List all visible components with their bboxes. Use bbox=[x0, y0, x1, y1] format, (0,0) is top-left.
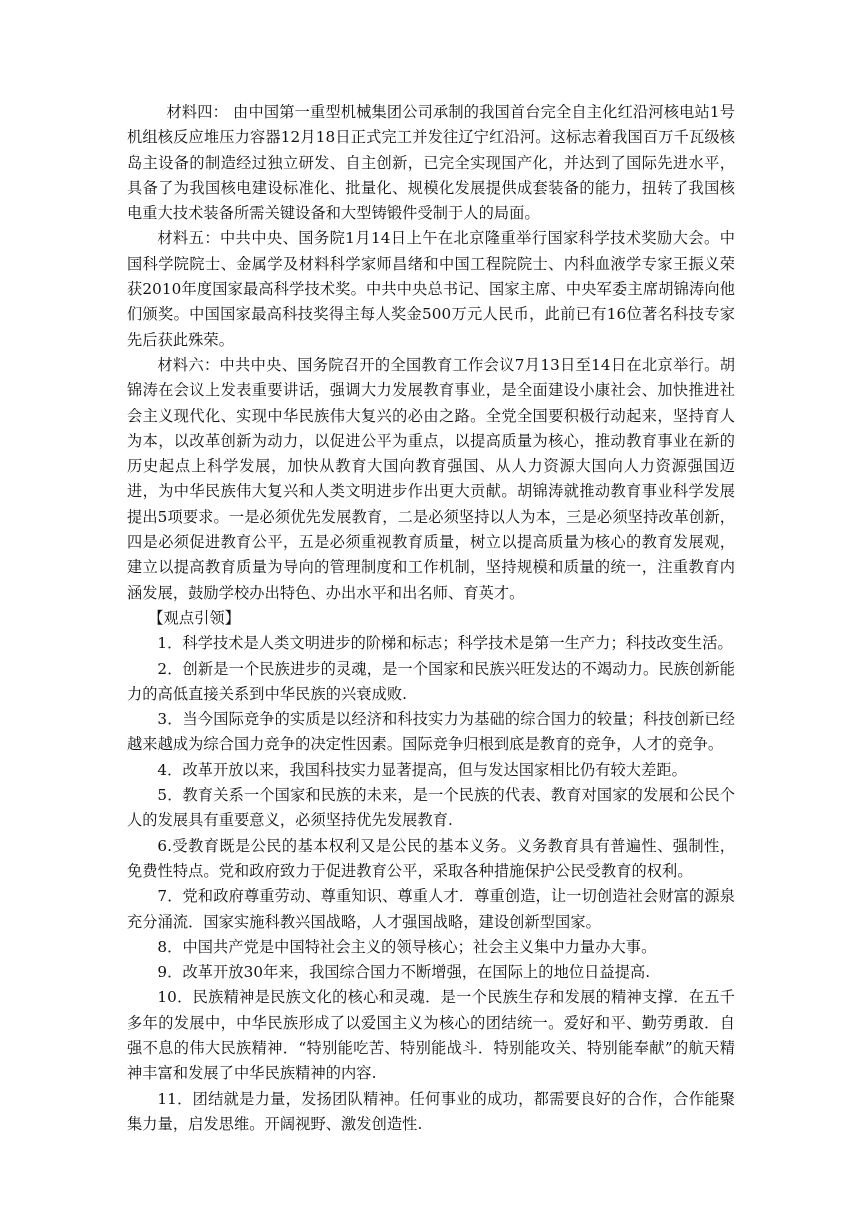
point-1: 1．科学技术是人类文明进步的阶梯和标志；科学技术是第一生产力；科技改变生活。 bbox=[157, 634, 733, 653]
point-9: 9．改革开放30年来，我国综合国力不断增强，在国际上的地位日益提高. bbox=[157, 963, 651, 982]
material-4-paragraph: 材料四： 由中国第一重型机械集团公司承制的我国首台完全自主化红沿河核电站1号机组核反应堆压力容器12月18日正式完工并发往辽宁红沿河。这标志着我国百万千瓦级核岛主设备的制造经过独立研发、自主创新，已完全实现国产化，并达到了国际先进水平，具备了为我国核电建设标准化、批量化、规模化发展提供成套装备的能力，扭转了我国核电重大技术装备所需关键设备和大型铸锻件受制于人的局面。 bbox=[127, 103, 735, 223]
document-page bbox=[127, 100, 735, 1137]
section-heading: 【观点引领】 bbox=[148, 608, 240, 627]
point-4: 4．改革开放以来，我国科技实力显著提高，但与发达国家相比仍有较大差距。 bbox=[157, 760, 687, 779]
point-8: 8．中国共产党是中国特社会主义的领导核心；社会主义集中力量办大事。 bbox=[157, 937, 657, 956]
material-5-paragraph: 材料五：中共中央、国务院1月14日上午在北京隆重举行国家科学技术奖励大会。中国科学院院士、金属学及材料科学家师昌绪和中国工程院院士、内科血液学专家王振义荣获2010年度国家最高科学技术奖。中共中央总书记、国家主席、中央军委主席胡锦涛向他们颁奖。中国国家最高科技奖得主每人奖金500万元人民币，此前已有16位著名科技专家先后获此殊荣。 bbox=[127, 229, 735, 349]
point-5: 5．教育关系一个国家和民族的未来，是一个民族的代表、教育对国家的发展和公民个人的发展具有重要意义，必须坚持优先发展教育. bbox=[127, 786, 735, 830]
point-2: 2．创新是一个民族进步的灵魂，是一个国家和民族兴旺发达的不竭动力。民族创新能力的高低直接关系到中华民族的兴衰成败. bbox=[127, 659, 735, 703]
point-7: 7．党和政府尊重劳动、尊重知识、尊重人才．尊重创造，让一切创造社会财富的源泉充分涌流．国家实施科教兴国战略，人才强国战略，建设创新型国家。 bbox=[127, 887, 735, 931]
point-10: 10．民族精神是民族文化的核心和灵魂．是一个民族生存和发展的精神支撑．在五千多年的发展中，中华民族形成了以爱国主义为核心的团结统一。爱好和平、勤劳勇敢．自强不息的伟大民族精神．“特别能吃苦、特别能战斗．特别能攻关、特别能奉献”的航天精神丰富和发展了中华民族精神的内容. bbox=[127, 988, 735, 1083]
point-3: 3．当今国际竞争的实质是以经济和科技实力为基础的综合国力的较量；科技创新已经越来越成为综合国力竞争的决定性因素。国际竞争归根到底是教育的竞争，人才的竞争。 bbox=[127, 710, 735, 754]
point-11: 11．团结就是力量，发扬团队精神。任何事业的成功，都需要良好的合作，合作能聚集力量，启发思维。开阔视野、激发创造性. bbox=[127, 1089, 735, 1133]
point-6: 6.受教育既是公民的基本权利又是公民的基本义务。义务教育具有普遍性、强制性，免费性特点。党和政府致力于促进教育公平，采取各种措施保护公民受教育的权利。 bbox=[127, 836, 735, 880]
material-6-paragraph: 材料六：中共中央、国务院召开的全国教育工作会议7月13日至14日在北京举行。胡锦涛在会议上发表重要讲话，强调大力发展教育事业，是全面建设小康社会、加快推进社会主义现代化、实现中华民族伟大复兴的必由之路。全党全国要积极行动起来，坚持育人为本，以改革创新为动力，以促进公平为重点，以提高质量为核心，推动教育事业在新的历史起点上科学发展，加快从教育大国向教育强国、从人力资源大国向人力资源强国迈进，为中华民族伟大复兴和人类文明进步作出更大贡献。胡锦涛就推动教育事业科学发展提出5项要求。一是必须优先发展教育，二是必须坚持以人为本，三是必须坚持改革创新，四是必须促进教育公平，五是必须重视教育质量，树立以提高质量为核心的教育发展观，建立以提高教育质量为导向的管理制度和工作机制，坚持规模和质量的统一，注重教育内涵发展，鼓励学校办出特色、办出水平和出名师、育英才。 bbox=[127, 355, 735, 602]
